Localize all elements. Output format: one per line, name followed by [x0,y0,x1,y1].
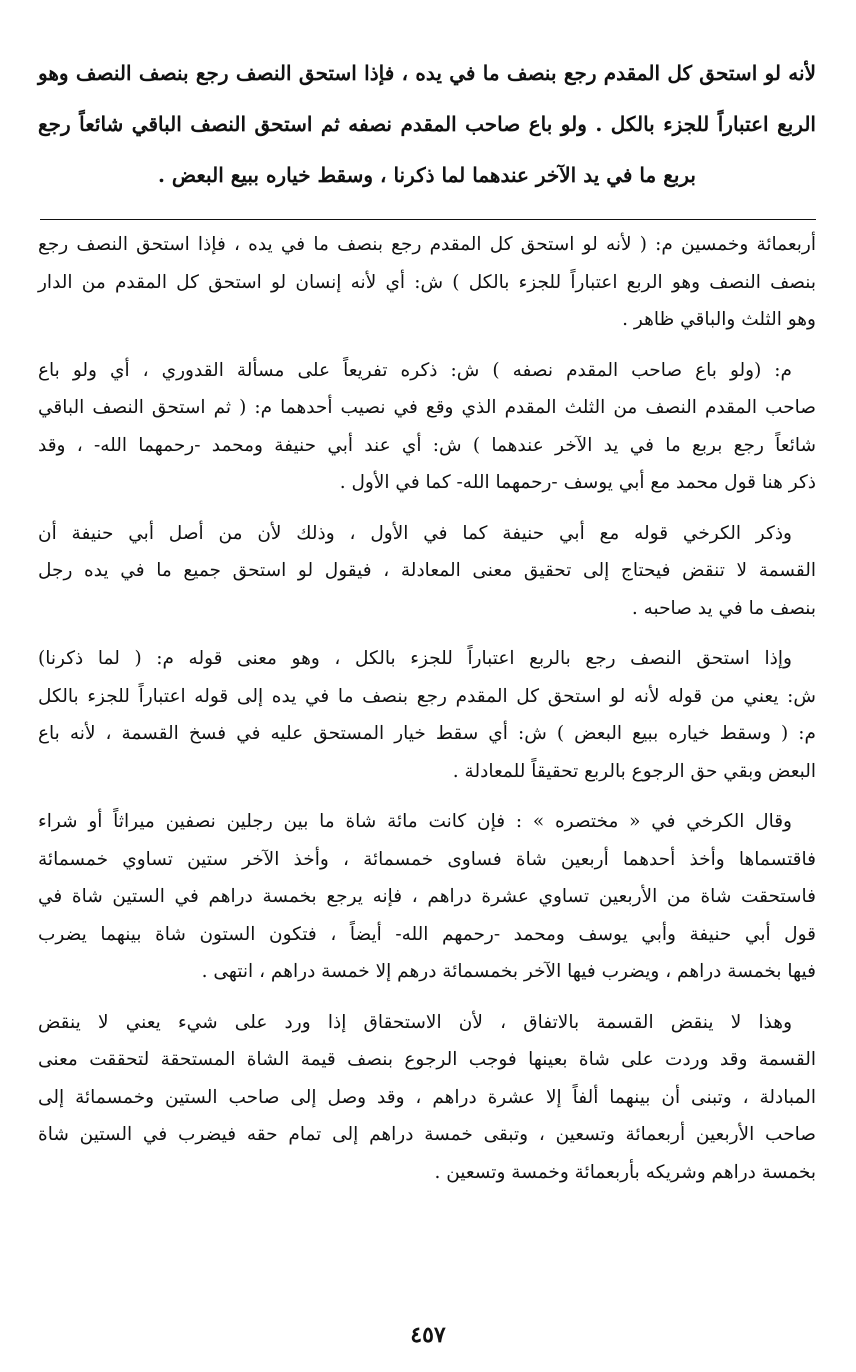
commentary-paragraph [38,1004,816,1192]
commentary-line: فيها بخمسة دراهم ، ويضرب فيها الآخر بخمسمائة درهم إلا خمسة دراهم ، انتهى . [201,961,816,982]
main-text-line: الربع اعتباراً للجزء بالكل . ولو باع صاحب المقدم نصفه ثم استحق النصف الباقي شائعاً رجع [38,112,816,136]
commentary-line: القسمة وقد وردت على شاة بعينها فوجب الرجوع بنصف قيمة الشاة المستحقة لتحققت معنى [38,1049,816,1070]
main-text-line: بربع ما في يد الآخر عندهما لما ذكرنا ، وسقط خياره ببيع البعض . [157,163,697,187]
commentary-line: وإذا استحق النصف رجع بالربع اعتباراً للجزء بالكل ، وهو معنى قوله م: ( لما ذكرنا) [38,648,792,669]
commentary-line: بخمسة دراهم وشريكه بأربعمائة وخمسة وتسعين . [434,1161,816,1183]
commentary-line: فاقتسماها وأخذ أحدهما أربعين شاة فساوى خمسمائة ، وأخذ الآخر ستين تساوي خمسمائة [38,848,816,870]
commentary-block [38,226,816,1204]
commentary-paragraph [38,226,816,339]
commentary-line: صاحب المقدم النصف من الثلث المقدم الذي وقع في نصيب أحدهما م: ( ثم استحق النصف الباقي [38,397,816,418]
commentary-line: ش: يعني من قوله لأنه لو استحق كل المقدم رجع بنصف ما في يده إلى قوله اعتباراً للجزء بالكل [38,685,816,707]
commentary-line: القسمة لا تنقض فيحتاج إلى تحقيق معنى المعادلة ، فيقول لو استحق جميع ما في يده رجل [38,560,816,581]
commentary-line: قول أبي حنيفة وأبي يوسف ومحمد -رحمهم الله- أيضاً ، فتكون الستون شاة بينهما يضرب [38,923,816,945]
commentary-line: وهو الثلث والباقي ظاهر . [622,309,816,330]
commentary-line: بنصف النصف وهو الربع اعتباراً للجزء بالكل ) ش: أي لأنه إنسان لو استحق كل المقدم من الدار [38,271,816,293]
commentary-line: شائعاً رجع بربع ما في يد الآخر عندهما ) ش: أي عند أبي حنيفة ومحمد -رحمهما الله- ، وقد [38,434,816,456]
commentary-line: وقال الكرخي في « مختصره » : فإن كانت مائة شاة ما بين رجلين نصفين ميراثاً أو شراء [38,811,792,832]
commentary-paragraph [38,515,816,628]
commentary-line: بنصف ما في يد صاحبه . [631,597,816,619]
main-text-block [38,48,816,201]
main-text-line: لأنه لو استحق كل المقدم رجع بنصف ما في يده ، فإذا استحق النصف رجع بنصف النصف وهو [38,61,816,85]
commentary-line: وهذا لا ينقض القسمة بالاتفاق ، لأن الاستحقاق إذا ورد على شيء يعني لا ينقض [38,1011,792,1033]
commentary-line: ذكر هنا قول محمد مع أبي يوسف -رحمهما الله- كما في الأول . [339,472,816,493]
separator-rule [40,219,816,220]
commentary-line: البعض وبقي حق الرجوع بالربع تحقيقاً للمعادلة . [452,760,816,782]
commentary-line: المبادلة ، وتبنى أن بينهما ألفاً إلا عشرة دراهم ، وقد وصل إلى صاحب الستين وخمسمائة إلى [38,1086,816,1108]
commentary-line: فاستحقت شاة من الأربعين تساوي عشرة دراهم ، فإنه يرجع بخمسة دراهم في الستين شاة في [38,886,816,907]
commentary-line: صاحب الأربعين أربعمائة وتسعين ، وتبقى خمسة دراهم إلى تمام حقه فيضرب في الستين شاة [38,1124,816,1145]
commentary-line: وذكر الكرخي قوله مع أبي حنيفة كما في الأول ، وذلك لأن من أصل أبي حنيفة أن [38,522,792,544]
commentary-paragraph [38,803,816,991]
commentary-paragraph [38,352,816,502]
commentary-line: م: (ولو باع صاحب المقدم نصفه ) ش: ذكره تفريعاً على مسألة القدوري ، أي ولو باع [38,359,792,381]
page-number: ٤٥٧ [410,1322,446,1348]
commentary-paragraph [38,640,816,790]
commentary-line: م: ( وسقط خياره ببيع البعض ) ش: أي سقط خيار المستحق عليه في فسخ القسمة ، لأنه باع [38,723,816,744]
commentary-line: أربعمائة وخمسين م: ( لأنه لو استحق كل المقدم رجع بنصف ما في يده ، فإذا استحق النصف رجع [38,234,816,255]
